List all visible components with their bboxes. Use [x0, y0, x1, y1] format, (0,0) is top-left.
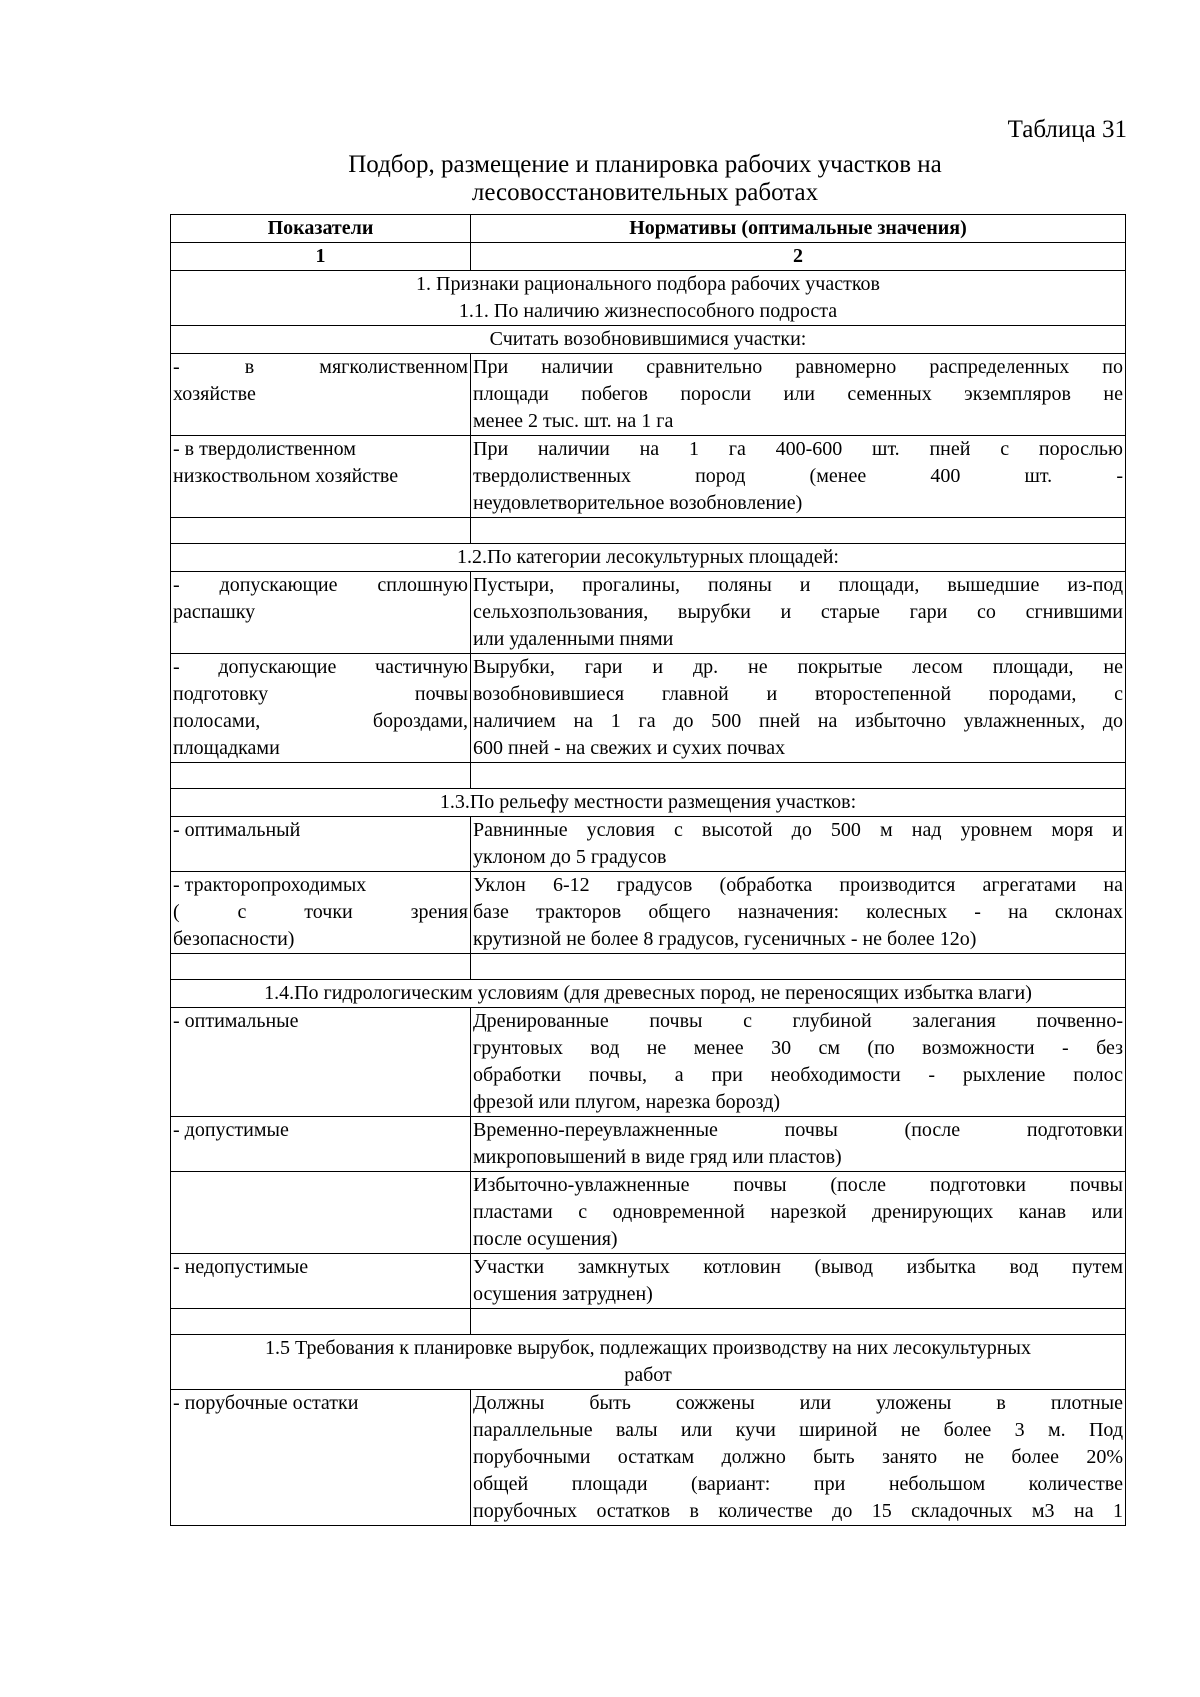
- standard-line: порубочных остатков в количестве до 15 складочных м3 на 1: [473, 1500, 1123, 1522]
- empty-cell: [471, 763, 1126, 789]
- section-row: [171, 789, 1126, 817]
- standard-line: При наличии сравнительно равномерно распределенных по: [473, 356, 1123, 378]
- standard-cell: [471, 817, 1126, 872]
- section-title-line: работ: [624, 1364, 672, 1386]
- indicator-cell: [171, 1172, 471, 1254]
- standard-line: Должны быть сожжены или уложены в плотные: [473, 1392, 1123, 1414]
- column-number-1: 1: [171, 243, 471, 271]
- table-row: [171, 872, 1126, 954]
- indicator-cell: [171, 1390, 471, 1526]
- empty-cell: [471, 954, 1126, 980]
- title-line-2: лесовосстановительных работах: [471, 179, 819, 206]
- standard-line: микроповышений в виде гряд или пластов): [473, 1146, 842, 1168]
- indicator-cell: [171, 354, 471, 436]
- indicator-line: распашку: [173, 601, 256, 623]
- standard-line: твердолиственных пород (менее 400 шт. -: [473, 465, 1123, 487]
- header-row: [171, 215, 1126, 243]
- section-row: [171, 1335, 1126, 1390]
- empty-row: [171, 763, 1126, 789]
- standard-line: 600 пней - на свежих и сухих почвах: [473, 737, 786, 759]
- empty-row: [171, 518, 1126, 544]
- indicator-line: - тракторопроходимых: [173, 874, 367, 896]
- standard-line: Равнинные условия с высотой до 500 м над уровнем моря и: [473, 819, 1123, 841]
- standard-line: неудовлетворительное возобновление): [473, 492, 803, 514]
- indicator-cell: [171, 654, 471, 763]
- section-1-2-heading: 1.2.По категории лесокультурных площадей:: [171, 544, 1126, 572]
- indicator-line: низкоствольном хозяйстве: [173, 465, 399, 487]
- indicator-line: - допустимые: [173, 1119, 289, 1141]
- section-row: [171, 544, 1126, 572]
- empty-row: [171, 1309, 1126, 1335]
- indicator-cell: [171, 436, 471, 518]
- indicator-line: полосами, бороздами,: [173, 710, 468, 732]
- table-row: [171, 1390, 1126, 1526]
- standard-line: пластами с одновременной нарезкой дренирующих канав или: [473, 1201, 1123, 1223]
- indicator-line: - в твердолиственном: [173, 438, 356, 460]
- empty-cell: [471, 518, 1126, 544]
- column-number-row: [171, 243, 1126, 271]
- indicator-line: ( с точки зрения: [173, 901, 468, 923]
- standard-line: базе тракторов общего назначения: колесных - на склонах: [473, 901, 1123, 923]
- column-number-2: 2: [471, 243, 1126, 271]
- indicator-cell: [171, 1117, 471, 1172]
- standard-line: фрезой или плугом, нарезка борозд): [473, 1091, 781, 1113]
- standard-cell: [471, 436, 1126, 518]
- standard-line: Избыточно-увлажненные почвы (после подготовки почвы: [473, 1174, 1123, 1196]
- standard-line: крутизной не более 8 градусов, гусеничных - не более 12о): [473, 928, 977, 950]
- indicator-line: площадками: [173, 737, 280, 759]
- standard-line: осушения затруднен): [473, 1283, 653, 1305]
- indicator-cell: [171, 1008, 471, 1117]
- section-title: 1. Признаки рационального подбора рабочих участков: [416, 273, 880, 295]
- standard-line: после осушения): [473, 1228, 618, 1250]
- section-row: [171, 271, 1126, 326]
- column-header-standards: Нормативы (оптимальные значения): [471, 215, 1126, 243]
- empty-cell: [171, 1309, 471, 1335]
- standard-line: грунтовых вод не менее 30 см (по возможности - без: [473, 1037, 1123, 1059]
- standard-cell: [471, 872, 1126, 954]
- standard-line: площади побегов поросли или семенных экземпляров не: [473, 383, 1123, 405]
- section-1-3-heading: 1.3.По рельефу местности размещения участков:: [171, 789, 1126, 817]
- standard-line: сельхозпользования, вырубки и старые гари со сгнившими: [473, 601, 1123, 623]
- table-number: Таблица 31: [1007, 116, 1127, 143]
- indicator-cell: [171, 817, 471, 872]
- section-row: [171, 980, 1126, 1008]
- empty-cell: [171, 954, 471, 980]
- standard-cell: [471, 572, 1126, 654]
- standard-line: Участки замкнутых котловин (вывод избытка вод путем: [473, 1256, 1123, 1278]
- table-row: [171, 817, 1126, 872]
- indicator-cell: [171, 1254, 471, 1309]
- standard-cell: [471, 1172, 1126, 1254]
- column-header-indicators: Показатели: [171, 215, 471, 243]
- standard-line: При наличии на 1 га 400-600 шт. пней с порослью: [473, 438, 1123, 460]
- table-row: [171, 354, 1126, 436]
- standard-line: Уклон 6-12 градусов (обработка производится агрегатами на: [473, 874, 1123, 896]
- indicator-line: - допускающие частичную: [173, 656, 468, 678]
- table-title: [170, 151, 1120, 207]
- standard-line: возобновившиеся главной и второстепенной породами, с: [473, 683, 1123, 705]
- standard-line: Вырубки, гари и др. не покрытые лесом площади, не: [473, 656, 1123, 678]
- section-1-4-heading: 1.4.По гидрологическим условиям (для древесных пород, не переносящих избытка влаги): [171, 980, 1126, 1008]
- table-row: [171, 1254, 1126, 1309]
- indicator-line: - оптимальные: [173, 1010, 299, 1032]
- standard-line: Временно-переувлажненные почвы (после подготовки: [473, 1119, 1123, 1141]
- empty-row: [171, 954, 1126, 980]
- empty-cell: [171, 518, 471, 544]
- indicator-line: - допускающие сплошную: [173, 574, 468, 596]
- indicator-line: безопасности): [173, 928, 295, 950]
- indicator-line: хозяйстве: [173, 383, 256, 405]
- standard-cell: [471, 1390, 1126, 1526]
- empty-cell: [171, 763, 471, 789]
- standard-cell: [471, 354, 1126, 436]
- indicator-cell: [171, 572, 471, 654]
- title-line-1: Подбор, размещение и планировка рабочих участков на: [348, 151, 942, 178]
- standard-line: менее 2 тыс. шт. на 1 га: [473, 410, 674, 432]
- standard-line: наличием на 1 га до 500 пней на избыточно увлажненных, до: [473, 710, 1123, 732]
- table-row: [171, 436, 1126, 518]
- indicator-line: - недопустимые: [173, 1256, 309, 1278]
- section-title-line: 1.5 Требования к планировке вырубок, подлежащих производству на них лесокультурных: [265, 1337, 1031, 1359]
- empty-cell: [471, 1309, 1126, 1335]
- section-row: [171, 326, 1126, 354]
- standard-line: порубочными остаткам должно быть занято не более 20%: [473, 1446, 1123, 1468]
- indicator-cell: [171, 872, 471, 954]
- standard-line: общей площади (вариант: при небольшом количестве: [473, 1473, 1123, 1495]
- section-note: Считать возобновившимися участки:: [171, 326, 1126, 354]
- section-1-5-heading: [171, 1335, 1126, 1390]
- table-row: [171, 1172, 1126, 1254]
- standard-cell: [471, 1254, 1126, 1309]
- standard-line: Дренированные почвы с глубиной залегания почвенно-: [473, 1010, 1123, 1032]
- indicator-line: - оптимальный: [173, 819, 301, 841]
- indicator-line: подготовку почвы: [173, 683, 468, 705]
- standard-cell: [471, 1117, 1126, 1172]
- indicator-line: - в мягколиственном: [173, 356, 468, 378]
- table-row: [171, 572, 1126, 654]
- standard-line: уклоном до 5 градусов: [473, 846, 667, 868]
- subsection-title: 1.1. По наличию жизнеспособного подроста: [458, 300, 838, 322]
- standards-table: [170, 214, 1126, 1526]
- standard-cell: [471, 1008, 1126, 1117]
- section-1-heading: [171, 271, 1126, 326]
- standard-line: или удаленными пнями: [473, 628, 674, 650]
- indicator-line: - порубочные остатки: [173, 1392, 359, 1414]
- standard-cell: [471, 654, 1126, 763]
- standard-line: обработки почвы, а при необходимости - рыхление полос: [473, 1064, 1123, 1086]
- standard-line: параллельные валы или кучи шириной не более 3 м. Под: [473, 1419, 1123, 1441]
- standard-line: Пустыри, прогалины, поляны и площади, вышедшие из-под: [473, 574, 1123, 596]
- table-row: [171, 654, 1126, 763]
- table-row: [171, 1008, 1126, 1117]
- table-row: [171, 1117, 1126, 1172]
